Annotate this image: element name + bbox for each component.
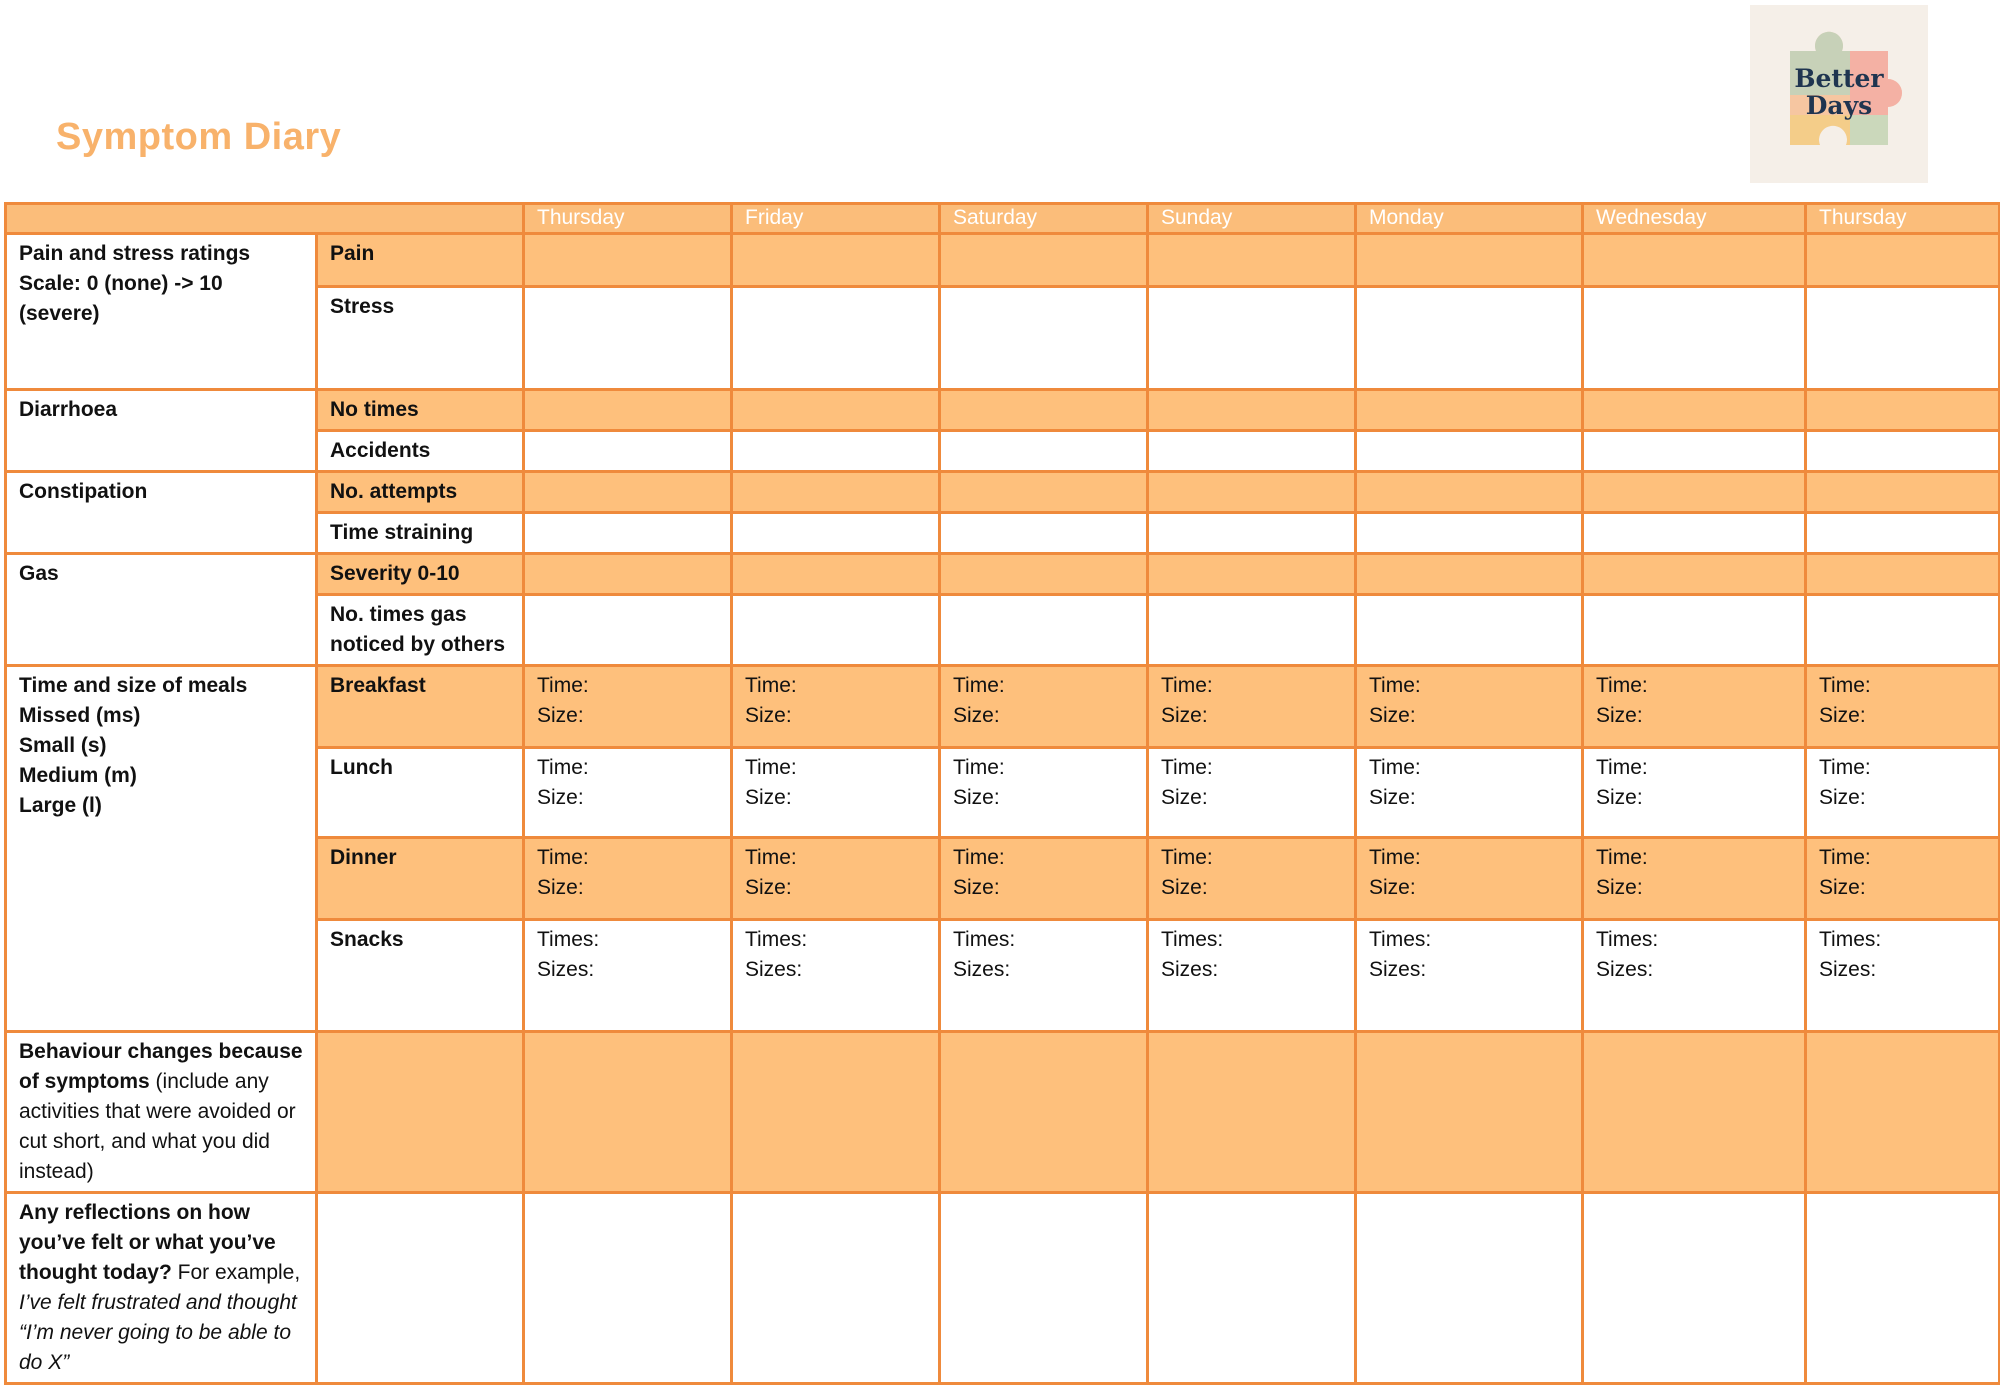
attempts-cell[interactable] bbox=[732, 472, 940, 513]
lunch-cell[interactable]: Time: Size: bbox=[732, 748, 940, 838]
symptom-diary-table bbox=[4, 202, 2000, 1385]
breakfast-cell[interactable]: Time: Size: bbox=[732, 666, 940, 748]
gas-noticed-label: No. times gas noticed by others bbox=[317, 595, 524, 666]
attempts-cell[interactable] bbox=[1356, 472, 1583, 513]
snacks-label: Snacks bbox=[317, 920, 524, 1032]
snacks-cell[interactable]: Times: Sizes: bbox=[524, 920, 732, 1032]
accidents-cell[interactable] bbox=[1356, 431, 1583, 472]
no-times-cell[interactable] bbox=[1583, 390, 1806, 431]
accidents-cell[interactable] bbox=[1148, 431, 1356, 472]
attempts-cell[interactable] bbox=[940, 472, 1148, 513]
no-times-cell[interactable] bbox=[732, 390, 940, 431]
reflections-blank bbox=[317, 1193, 524, 1384]
no-times-cell[interactable] bbox=[940, 390, 1148, 431]
dinner-label: Dinner bbox=[317, 838, 524, 920]
gas-noticed-cell[interactable] bbox=[1583, 595, 1806, 666]
behaviour-cell[interactable] bbox=[1356, 1032, 1583, 1193]
lunch-label: Lunch bbox=[317, 748, 524, 838]
straining-cell[interactable] bbox=[524, 513, 732, 554]
attempts-cell[interactable] bbox=[1806, 472, 2000, 513]
snacks-cell[interactable]: Times: Sizes: bbox=[1583, 920, 1806, 1032]
breakfast-cell[interactable]: Time: Size: bbox=[1806, 666, 2000, 748]
snacks-cell[interactable]: Times: Sizes: bbox=[1806, 920, 2000, 1032]
breakfast-cell[interactable]: Time: Size: bbox=[524, 666, 732, 748]
straining-cell[interactable] bbox=[940, 513, 1148, 554]
header-blank bbox=[6, 204, 524, 234]
behaviour-cell[interactable] bbox=[940, 1032, 1148, 1193]
lunch-cell[interactable]: Time: Size: bbox=[524, 748, 732, 838]
pain-cell[interactable] bbox=[524, 234, 732, 287]
no-times-cell[interactable] bbox=[524, 390, 732, 431]
constipation-label: Constipation bbox=[6, 472, 317, 554]
pain-cell[interactable] bbox=[1583, 234, 1806, 287]
snacks-cell[interactable]: Times: Sizes: bbox=[940, 920, 1148, 1032]
straining-cell[interactable] bbox=[1148, 513, 1356, 554]
lunch-cell[interactable]: Time: Size: bbox=[940, 748, 1148, 838]
accidents-cell[interactable] bbox=[1806, 431, 2000, 472]
straining-cell[interactable] bbox=[1806, 513, 2000, 554]
attempts-cell[interactable] bbox=[1148, 472, 1356, 513]
dinner-cell[interactable]: Time: Size: bbox=[940, 838, 1148, 920]
stress-cell[interactable] bbox=[732, 287, 940, 390]
snacks-cell[interactable]: Times: Sizes: bbox=[1148, 920, 1356, 1032]
reflections-cell[interactable] bbox=[940, 1193, 1148, 1384]
no-times-cell[interactable] bbox=[1806, 390, 2000, 431]
gas-label: Gas bbox=[6, 554, 317, 666]
attempts-cell[interactable] bbox=[524, 472, 732, 513]
severity-cell[interactable] bbox=[732, 554, 940, 595]
day-header: Thursday bbox=[524, 204, 732, 234]
gas-noticed-cell[interactable] bbox=[1806, 595, 2000, 666]
attempts-cell[interactable] bbox=[1583, 472, 1806, 513]
severity-cell[interactable] bbox=[1148, 554, 1356, 595]
accidents-cell[interactable] bbox=[732, 431, 940, 472]
logo-text: Better Days bbox=[1794, 64, 1884, 120]
accidents-cell[interactable] bbox=[524, 431, 732, 472]
breakfast-cell[interactable]: Time: Size: bbox=[1356, 666, 1583, 748]
reflections-cell[interactable] bbox=[1806, 1193, 2000, 1384]
reflections-cell[interactable] bbox=[1356, 1193, 1583, 1384]
lunch-cell[interactable]: Time: Size: bbox=[1583, 748, 1806, 838]
pain-cell[interactable] bbox=[940, 234, 1148, 287]
no-times-label: No times bbox=[317, 390, 524, 431]
severity-cell[interactable] bbox=[524, 554, 732, 595]
gas-noticed-cell[interactable] bbox=[940, 595, 1148, 666]
reflections-cell[interactable] bbox=[732, 1193, 940, 1384]
pain-cell[interactable] bbox=[732, 234, 940, 287]
behaviour-cell[interactable] bbox=[1148, 1032, 1356, 1193]
reflections-cell[interactable] bbox=[1148, 1193, 1356, 1384]
snacks-cell[interactable]: Times: Sizes: bbox=[1356, 920, 1583, 1032]
better-days-logo bbox=[1750, 5, 1928, 183]
breakfast-cell[interactable]: Time: Size: bbox=[1583, 666, 1806, 748]
stress-cell[interactable] bbox=[1806, 287, 2000, 390]
severity-cell[interactable] bbox=[1583, 554, 1806, 595]
accidents-cell[interactable] bbox=[1583, 431, 1806, 472]
gas-noticed-cell[interactable] bbox=[524, 595, 732, 666]
behaviour-blank bbox=[317, 1032, 524, 1193]
reflections-cell[interactable] bbox=[1583, 1193, 1806, 1384]
dinner-cell[interactable]: Time: Size: bbox=[1806, 838, 2000, 920]
stress-cell[interactable] bbox=[1356, 287, 1583, 390]
severity-cell[interactable] bbox=[1806, 554, 2000, 595]
lunch-cell[interactable]: Time: Size: bbox=[1806, 748, 2000, 838]
stress-label: Stress bbox=[317, 287, 524, 390]
accidents-label: Accidents bbox=[317, 431, 524, 472]
stress-cell[interactable] bbox=[1583, 287, 1806, 390]
breakfast-cell[interactable]: Time: Size: bbox=[1148, 666, 1356, 748]
breakfast-cell[interactable]: Time: Size: bbox=[940, 666, 1148, 748]
straining-cell[interactable] bbox=[1356, 513, 1583, 554]
gas-noticed-cell[interactable] bbox=[732, 595, 940, 666]
behaviour-label: Behaviour changes because of symptoms (include any activities that were avoided or cut short, and what you did instead) bbox=[6, 1032, 317, 1193]
snacks-cell[interactable]: Times: Sizes: bbox=[732, 920, 940, 1032]
straining-cell[interactable] bbox=[1583, 513, 1806, 554]
behaviour-cell[interactable] bbox=[1583, 1032, 1806, 1193]
time-straining-label: Time straining bbox=[317, 513, 524, 554]
reflections-cell[interactable] bbox=[524, 1193, 732, 1384]
gas-noticed-cell[interactable] bbox=[1356, 595, 1583, 666]
dinner-cell[interactable]: Time: Size: bbox=[524, 838, 732, 920]
lunch-cell[interactable]: Time: Size: bbox=[1148, 748, 1356, 838]
dinner-cell[interactable]: Time: Size: bbox=[1583, 838, 1806, 920]
day-header: Wednesday bbox=[1583, 204, 1806, 234]
header-row bbox=[6, 204, 2000, 234]
pain-cell[interactable] bbox=[1356, 234, 1583, 287]
dinner-cell[interactable]: Time: Size: bbox=[732, 838, 940, 920]
ratings-label: Pain and stress ratings Scale: 0 (none) -> 10 (severe) bbox=[6, 234, 317, 390]
lunch-cell[interactable]: Time: Size: bbox=[1356, 748, 1583, 838]
stress-cell[interactable] bbox=[524, 287, 732, 390]
dinner-cell[interactable]: Time: Size: bbox=[1356, 838, 1583, 920]
accidents-cell[interactable] bbox=[940, 431, 1148, 472]
stress-cell[interactable] bbox=[940, 287, 1148, 390]
behaviour-cell[interactable] bbox=[732, 1032, 940, 1193]
day-header: Friday bbox=[732, 204, 940, 234]
behaviour-cell[interactable] bbox=[1806, 1032, 2000, 1193]
stress-cell[interactable] bbox=[1148, 287, 1356, 390]
pain-label: Pain bbox=[317, 234, 524, 287]
gas-noticed-cell[interactable] bbox=[1148, 595, 1356, 666]
pain-cell[interactable] bbox=[1806, 234, 2000, 287]
day-header: Thursday bbox=[1806, 204, 2000, 234]
day-header: Saturday bbox=[940, 204, 1148, 234]
straining-cell[interactable] bbox=[732, 513, 940, 554]
pain-cell[interactable] bbox=[1148, 234, 1356, 287]
day-header: Sunday bbox=[1148, 204, 1356, 234]
behaviour-cell[interactable] bbox=[524, 1032, 732, 1193]
severity-cell[interactable] bbox=[1356, 554, 1583, 595]
severity-cell[interactable] bbox=[940, 554, 1148, 595]
reflections-label: Any reflections on how you’ve felt or what you’ve thought today? For example, I’ve felt frustrated and thought “I’m never going to be able to do X” bbox=[6, 1193, 317, 1384]
dinner-cell[interactable]: Time: Size: bbox=[1148, 838, 1356, 920]
attempts-label: No. attempts bbox=[317, 472, 524, 513]
breakfast-label: Breakfast bbox=[317, 666, 524, 748]
day-header: Monday bbox=[1356, 204, 1583, 234]
no-times-cell[interactable] bbox=[1356, 390, 1583, 431]
severity-label: Severity 0-10 bbox=[317, 554, 524, 595]
no-times-cell[interactable] bbox=[1148, 390, 1356, 431]
meals-label: Time and size of meals Missed (ms) Small (s) Medium (m) Large (l) bbox=[6, 666, 317, 1032]
page-title: Symptom Diary bbox=[56, 116, 342, 158]
diarrhoea-label: Diarrhoea bbox=[6, 390, 317, 472]
